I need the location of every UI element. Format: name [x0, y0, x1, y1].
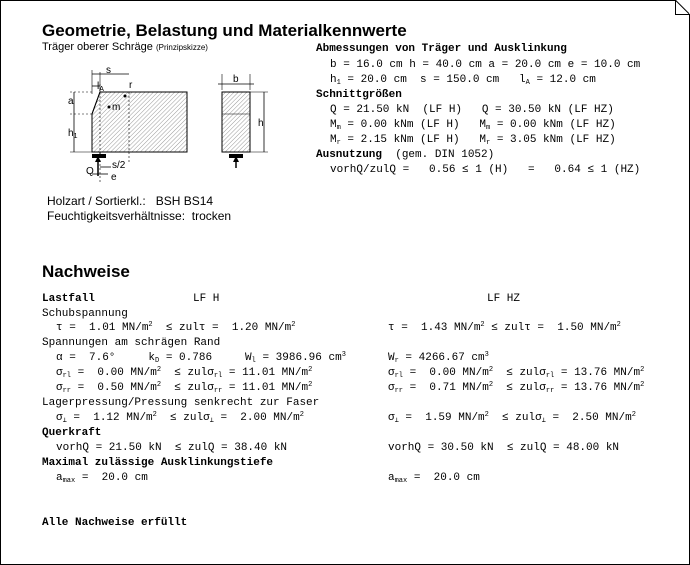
forces-header: Schnittgrößen: [316, 89, 402, 101]
dog-ear: [675, 0, 690, 15]
util-header: Ausnutzung (gem. DIN 1052): [316, 149, 495, 161]
forces-mr: $M_r = 2.15$ kNm (LF H) $M_r = 3.05$ kNm (LF HZ): [330, 134, 616, 147]
section-title: Geometrie, Belastung und Materialkennwerte: [42, 21, 407, 40]
support-plate: [92, 154, 106, 158]
quer-header: Querkraft: [42, 427, 102, 439]
wood-row: Holzart / Sortierkl.: BSH BS14: [47, 194, 214, 208]
lastfall-label: Lastfall: [42, 293, 95, 305]
dims-line1: b = 16.0 cm h = 40.0 cm a = 20.0 cm e = 10.0 cm: [330, 59, 641, 71]
label-b: b: [233, 74, 239, 85]
srr-hz: $\sigma_{rr} = 0.71$ $MN/m^2 \le zul\sigma_{rr} = 13.76$ $MN/m^2$: [388, 381, 645, 395]
sp-hz: $\sigma_\perp = 1.59$ $MN/m^2 \le zul\sigma_\perp = 2.50$ $MN/m^2$: [388, 411, 636, 425]
label-h: h: [258, 118, 264, 129]
moisture-row: Feuchtigkeitsverhältnisse: trocken: [47, 209, 232, 223]
lager-header: Lagerpressung/Pressung senkrecht zur Faser: [42, 397, 320, 409]
srr-h: $\sigma_{rr} = 0.50$ $MN/m^2 \le zul\sigma_{rr} = 11.01$ $MN/m^2$: [56, 381, 313, 395]
forces-mm: $M_m = 0.00$ kNm (LF H) $M_m = 0.00$ kNm (LF HZ): [330, 119, 616, 132]
tau-hz: τ = 1.43 $MN/m^2 \le zul\tau = 1.50$ $MN/m^2$: [388, 321, 621, 334]
lf-h-header: LF H: [193, 293, 220, 305]
util-line: vorhQ/zulQ = 0.56 ≤ 1 (H) = 0.64 ≤ 1 (HZ): [330, 164, 641, 176]
amax-hz: $a_{max} = 20.0$ cm: [388, 472, 480, 485]
label-q: Q: [86, 166, 94, 177]
forces-q: Q = 21.50 kN (LF H) Q = 30.50 kN (LF HZ): [330, 104, 614, 116]
srl-h: $\sigma_{rl} = 0.00$ $MN/m^2 \le zul\sigma_{rl} = 11.01$ $MN/m^2$: [56, 366, 313, 380]
alpha-row: α = 7.6° $k_D = 0.786$ $W_l = 3986.96$ $cm^3$: [56, 351, 346, 365]
dims-line2: $h_1 = 20.0$ cm s = 150.0 cm $l_A = 12.0$ cm: [330, 74, 596, 87]
amax-header: Maximal zulässige Ausklinkungstiefe: [42, 457, 274, 469]
proofs-title: Nachweise: [42, 262, 130, 281]
lf-hz-header: LF HZ: [487, 293, 521, 305]
tau-h: τ = 1.01 $MN/m^2 \le zul\tau = 1.20$ $MN/m^2$: [56, 321, 296, 334]
amax-h: $a_{max} = 20.0$ cm: [56, 472, 148, 485]
result-line: Alle Nachweise erfüllt: [42, 517, 188, 529]
q-hz: vorhQ = 30.50 kN ≤ zulQ = 48.00 kN: [388, 442, 620, 454]
label-m: m: [112, 102, 121, 113]
dims-header: Abmessungen von Träger und Ausklinkung: [316, 43, 567, 55]
sp-h: $\sigma_\perp = 1.12$ $MN/m^2 \le zul\sigma_\perp = 2.00$ $MN/m^2$: [56, 411, 304, 425]
sketch-caption: Träger oberer Schräge (Prinzipskizze): [42, 41, 208, 53]
q-h: vorhQ = 21.50 kN ≤ zulQ = 38.40 kN: [56, 442, 288, 454]
label-e: e: [111, 172, 117, 183]
wr-row: $W_r = 4266.67$ $cm^3$: [388, 351, 489, 365]
beam-side: [92, 92, 187, 152]
label-h1: $h_1$: [68, 128, 78, 140]
srl-hz: $\sigma_{rl} = 0.00$ $MN/m^2 \le zul\sigma_{rl} = 13.76$ $MN/m^2$: [388, 366, 645, 380]
schub-header: Schubspannung: [42, 308, 128, 320]
cross-section: [222, 92, 250, 152]
label-s2: s/2: [112, 160, 126, 171]
label-r: r: [129, 80, 133, 91]
label-s: s: [106, 65, 111, 76]
label-la: $l_A$: [97, 81, 104, 93]
beam-sketch: [54, 64, 284, 194]
rand-header: Spannungen am schrägen Rand: [42, 337, 221, 349]
label-a: a: [68, 96, 74, 107]
